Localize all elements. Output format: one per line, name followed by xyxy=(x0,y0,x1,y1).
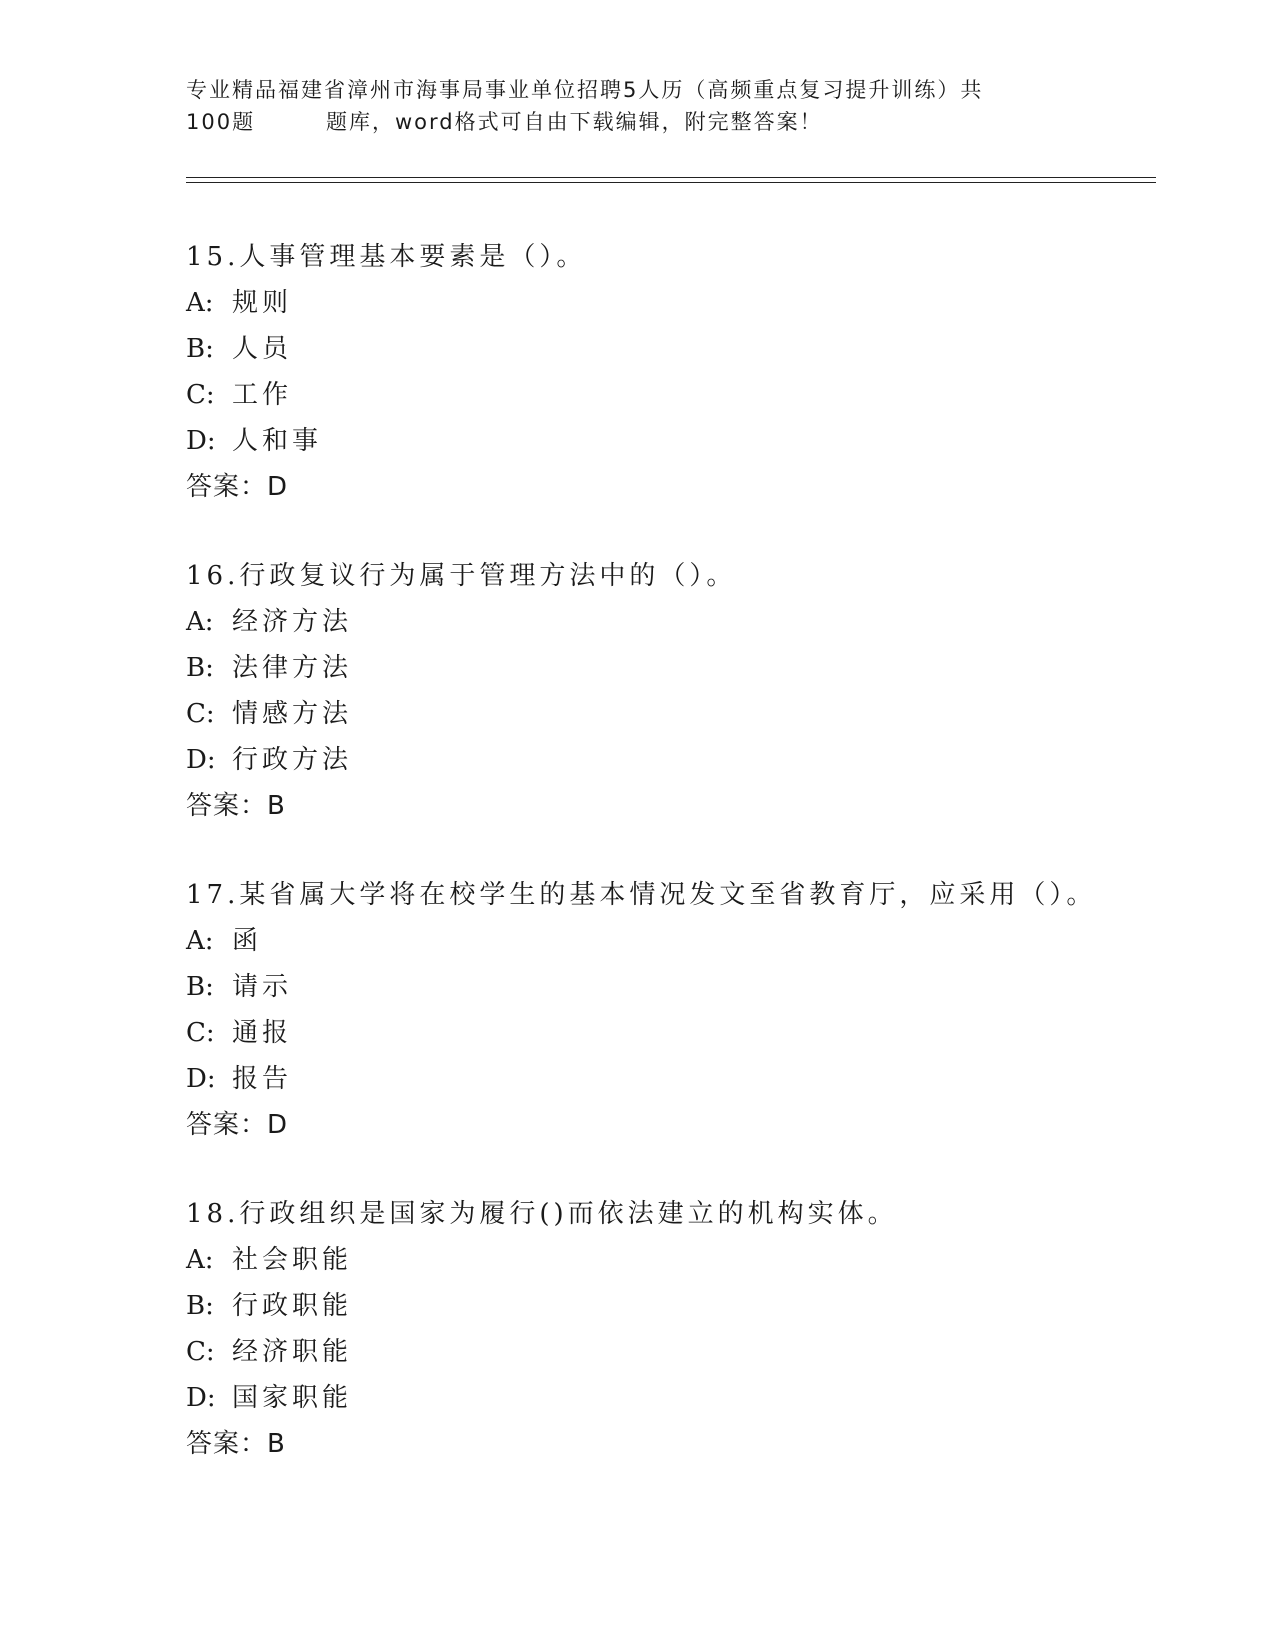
option-text: 行政方法 xyxy=(232,745,353,775)
option-c xyxy=(186,691,1146,737)
header-description: 题库，word格式可自由下载编辑，附完整答案！ xyxy=(326,110,823,134)
document-header xyxy=(186,74,1086,138)
option-key: A: xyxy=(186,1245,214,1275)
option-d xyxy=(186,418,1146,464)
option-d xyxy=(186,737,1146,783)
option-key: D: xyxy=(186,426,216,456)
option-key: B: xyxy=(186,653,214,683)
option-c xyxy=(186,372,1146,418)
header-divider-top xyxy=(186,177,1156,178)
option-key: B: xyxy=(186,334,214,364)
option-key: A: xyxy=(186,926,214,956)
answer-line: 答案：B xyxy=(186,1429,286,1459)
option-key: D: xyxy=(186,1064,216,1094)
option-text: 人员 xyxy=(232,334,293,364)
question-stem: 17.某省属大学将在校学生的基本情况发文至省教育厅，应采用（）。 xyxy=(186,880,1097,910)
option-text: 法律方法 xyxy=(232,653,353,683)
question-block xyxy=(186,553,1146,829)
option-text: 人和事 xyxy=(232,426,323,456)
option-key: D: xyxy=(186,1383,216,1413)
option-key: D: xyxy=(186,745,216,775)
option-b xyxy=(186,1283,1146,1329)
question-block xyxy=(186,1191,1146,1467)
option-key: C: xyxy=(186,1337,215,1367)
option-c xyxy=(186,1010,1146,1056)
header-title-line: 专业精品福建省漳州市海事局事业单位招聘5人历（高频重点复习提升训练）共 xyxy=(186,78,984,102)
option-text: 情感方法 xyxy=(232,699,353,729)
answer-line: 答案：B xyxy=(186,791,286,821)
option-d xyxy=(186,1056,1146,1102)
question-stem: 18.行政组织是国家为履行()而依法建立的机构实体。 xyxy=(186,1199,898,1229)
question-block xyxy=(186,234,1146,510)
question-count: 100题 xyxy=(186,110,256,134)
option-text: 经济方法 xyxy=(232,607,353,637)
option-text: 行政职能 xyxy=(232,1291,353,1321)
option-text: 通报 xyxy=(232,1018,293,1048)
option-text: 工作 xyxy=(232,380,293,410)
option-text: 报告 xyxy=(232,1064,293,1094)
option-text: 社会职能 xyxy=(232,1245,353,1275)
option-a xyxy=(186,599,1146,645)
header-divider-bottom xyxy=(186,182,1156,183)
option-c xyxy=(186,1329,1146,1375)
option-a xyxy=(186,280,1146,326)
answer-line: 答案：D xyxy=(186,1110,289,1140)
answer-line: 答案：D xyxy=(186,472,289,502)
option-key: C: xyxy=(186,380,215,410)
option-text: 国家职能 xyxy=(232,1383,353,1413)
option-b xyxy=(186,326,1146,372)
option-key: A: xyxy=(186,288,214,318)
option-text: 规则 xyxy=(232,288,293,318)
option-key: B: xyxy=(186,972,214,1002)
option-b xyxy=(186,964,1146,1010)
question-stem: 15.人事管理基本要素是（）。 xyxy=(186,242,587,272)
header-subtitle-line xyxy=(186,106,1086,138)
option-key: B: xyxy=(186,1291,214,1321)
option-a xyxy=(186,918,1146,964)
question-block xyxy=(186,872,1146,1148)
option-text: 函 xyxy=(232,926,263,956)
option-key: C: xyxy=(186,699,215,729)
option-b xyxy=(186,645,1146,691)
option-d xyxy=(186,1375,1146,1421)
option-a xyxy=(186,1237,1146,1283)
option-text: 经济职能 xyxy=(232,1337,353,1367)
option-text: 请示 xyxy=(232,972,293,1002)
option-key: A: xyxy=(186,607,214,637)
option-key: C: xyxy=(186,1018,215,1048)
question-stem: 16.行政复议行为属于管理方法中的（）。 xyxy=(186,561,737,591)
